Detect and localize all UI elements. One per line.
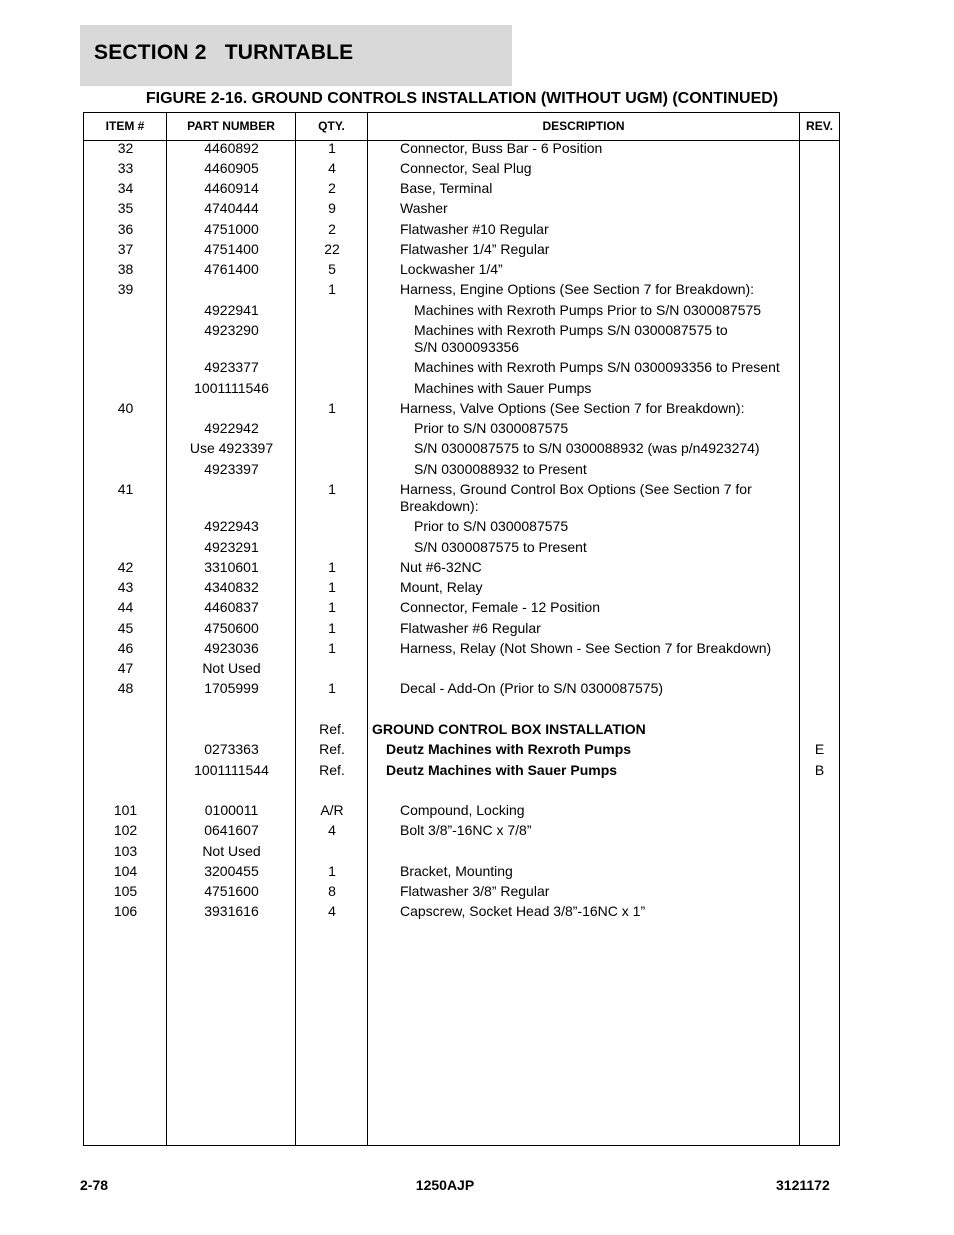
description-cell: Mount, Relay [400,579,483,595]
description-continuation: Breakdown): [400,498,479,514]
item-cell: 32 [117,140,134,156]
part-number-cell: 4740444 [204,200,259,216]
qty-cell: 8 [328,883,336,899]
description-cell: Bracket, Mounting [400,863,513,879]
item-cell: 44 [117,599,134,615]
qty-cell: 4 [328,903,336,919]
part-number-cell: 4922942 [204,420,259,436]
description-cell: Capscrew, Socket Head 3/8”-16NC x 1” [400,903,646,919]
table-header [84,113,839,141]
part-number-cell: 4923377 [204,359,259,375]
qty-cell: 5 [328,261,336,277]
qty-cell: 22 [324,241,340,257]
part-number-cell: 4923290 [204,322,259,338]
description-cell: Harness, Valve Options (See Section 7 for Breakdown): [400,400,745,416]
description-cell: Harness, Relay (Not Shown - See Section 7 for Breakdown) [400,640,772,656]
item-cell: 34 [117,180,134,196]
manual-number: 3121172 [776,1177,830,1193]
item-cell: 101 [113,802,138,818]
part-number-cell: 3310601 [204,559,259,575]
description-cell: Washer [400,200,448,216]
item-cell: 105 [113,883,138,899]
qty-cell: 1 [328,863,336,879]
description-cell: S/N 0300087575 to Present [414,539,587,555]
qty-cell: Ref. [319,762,345,778]
part-number-cell: 4761400 [204,261,259,277]
description-cell: Harness, Engine Options (See Section 7 for Breakdown): [400,281,755,297]
description-cell: Connector, Buss Bar - 6 Position [400,140,603,156]
qty-cell: 1 [328,481,336,497]
part-number-cell: 4923036 [204,640,259,656]
description-cell: S/N 0300087575 to S/N 0300088932 (was p/n4923274) [414,440,760,456]
item-cell: 46 [117,640,134,656]
part-number-cell: 4751400 [204,241,259,257]
item-cell: 104 [113,863,138,879]
part-number-cell: Not Used [202,660,261,676]
description-cell: Deutz Machines with Sauer Pumps [386,762,618,778]
qty-cell: 1 [328,400,336,416]
description-cell: Machines with Rexroth Pumps S/N 0300093356 to Present [414,359,780,375]
qty-cell: 2 [328,221,336,237]
description-cell: Machines with Sauer Pumps [414,380,592,396]
item-cell: 103 [113,843,138,859]
description-cell: Compound, Locking [400,802,525,818]
item-cell: 43 [117,579,134,595]
model-number: 1250AJP [415,1177,475,1193]
description-cell: Flatwasher #10 Regular [400,221,549,237]
description-cell: Prior to S/N 0300087575 [414,420,569,436]
part-number-cell: 4922941 [204,302,259,318]
description-continuation: S/N 0300093356 [414,339,520,355]
qty-cell: 4 [328,160,336,176]
description-cell: Bolt 3/8”-16NC x 7/8” [400,822,532,838]
part-number-cell: 1001111546 [194,380,269,396]
description-cell: Machines with Rexroth Pumps Prior to S/N 0300087575 [414,302,762,318]
description-cell: Decal - Add-On (Prior to S/N 0300087575) [400,680,664,696]
qty-cell: 9 [328,200,336,216]
item-cell: 41 [117,481,134,497]
part-number-cell: 4460905 [204,160,259,176]
part-number-cell: 1001111544 [194,762,269,778]
description-cell: Harness, Ground Control Box Options (See Section 7 for [400,481,752,497]
qty-cell: 4 [328,822,336,838]
item-cell: 37 [117,241,134,257]
qty-cell: 1 [328,620,336,636]
qty-cell: Ref. [319,721,345,737]
qty-cell: 1 [328,281,336,297]
description-cell: Deutz Machines with Rexroth Pumps [386,741,632,757]
part-number-cell: 4460837 [204,599,259,615]
description-cell: Flatwasher 3/8” Regular [400,883,550,899]
qty-cell: 1 [328,559,336,575]
description-cell: Base, Terminal [400,180,493,196]
rev-cell: B [814,762,825,778]
item-cell: 45 [117,620,134,636]
part-number-cell: 4340832 [204,579,259,595]
item-cell: 106 [113,903,138,919]
header-description: DESCRIPTION [542,119,625,133]
qty-cell: 1 [328,140,336,156]
figure-title: FIGURE 2-16. GROUND CONTROLS INSTALLATION (WITHOUT UGM) (CONTINUED) [145,90,779,107]
item-cell: 39 [117,281,134,297]
part-number-cell: 1705999 [204,680,259,696]
part-number-cell: 3931616 [204,903,259,919]
part-number-cell: 4923291 [204,539,259,555]
description-cell: Machines with Rexroth Pumps S/N 0300087575 to [414,322,728,338]
qty-cell: 2 [328,180,336,196]
part-number-cell: Not Used [202,843,261,859]
header-part-number: PART NUMBER [187,119,275,133]
part-number-cell: 4750600 [204,620,259,636]
description-cell: S/N 0300088932 to Present [414,461,587,477]
section-banner [80,25,512,86]
description-cell: Prior to S/N 0300087575 [414,518,569,534]
description-cell: Flatwasher 1/4” Regular [400,241,550,257]
page-number: 2-78 [80,1177,109,1193]
section-title: SECTION 2 TURNTABLE [94,41,354,64]
description-cell: GROUND CONTROL BOX INSTALLATION [372,721,646,737]
part-number-cell: 4923397 [204,461,259,477]
description-cell: Connector, Female - 12 Position [400,599,600,615]
item-cell: 102 [113,822,138,838]
qty-cell: 1 [328,680,336,696]
qty-cell: 1 [328,599,336,615]
part-number-cell: 0273363 [204,741,259,757]
part-number-cell: 4751600 [204,883,259,899]
item-cell: 35 [117,200,134,216]
parts-table [83,112,840,1146]
header-qty: QTY. [318,119,345,133]
item-cell: 36 [117,221,134,237]
part-number-cell: 4922943 [204,518,259,534]
qty-cell: A/R [320,802,344,818]
header-rev: REV. [806,119,833,133]
part-number-cell: 4460914 [204,180,259,196]
part-number-cell: 4460892 [204,140,259,156]
item-cell: 38 [117,261,134,277]
item-cell: 48 [117,680,134,696]
qty-cell: Ref. [319,741,345,757]
description-cell: Lockwasher 1/4” [400,261,503,277]
part-number-cell: Use 4923397 [189,440,274,456]
rev-cell: E [814,741,825,757]
item-cell: 33 [117,160,134,176]
part-number-cell: 0641607 [204,822,259,838]
description-cell: Flatwasher #6 Regular [400,620,541,636]
qty-cell: 1 [328,640,336,656]
description-cell: Nut #6-32NC [400,559,482,575]
part-number-cell: 3200455 [204,863,259,879]
header-item: ITEM # [105,119,145,133]
item-cell: 42 [117,559,134,575]
part-number-cell: 0100011 [204,802,259,818]
qty-cell: 1 [328,579,336,595]
part-number-cell: 4751000 [204,221,259,237]
item-cell: 47 [117,660,134,676]
description-cell: Connector, Seal Plug [400,160,532,176]
item-cell: 40 [117,400,134,416]
